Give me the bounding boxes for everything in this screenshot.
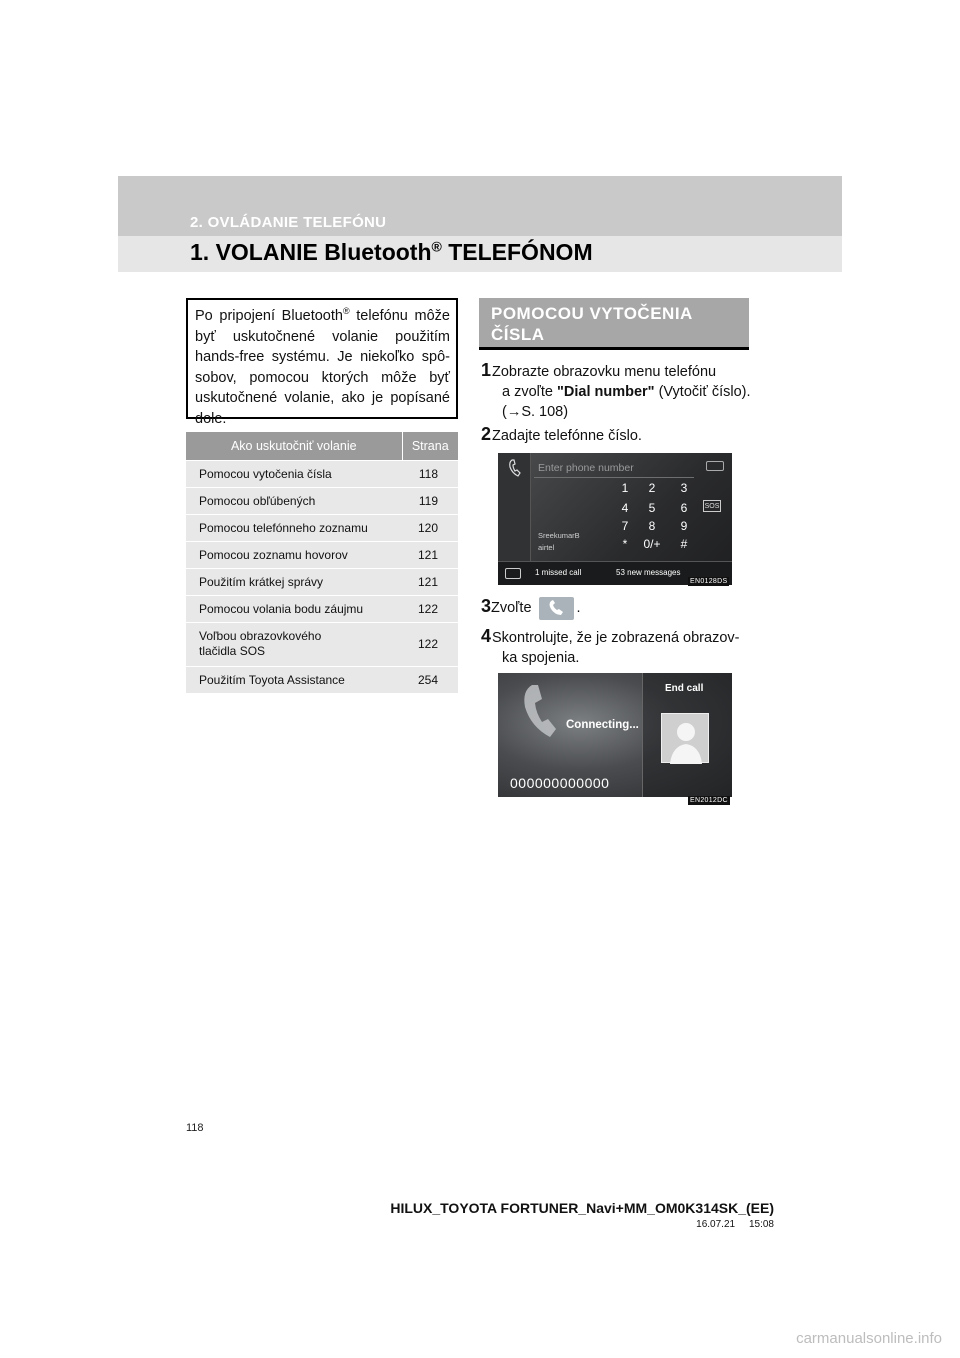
table-row [186, 595, 458, 622]
sos-button: SOS [703, 500, 721, 512]
key-0: 0/+ [643, 537, 661, 551]
key-4: 4 [621, 501, 629, 515]
row-method: Pomocou vytočenia čísla [186, 460, 402, 487]
key-1: 1 [621, 481, 629, 495]
row-page: 254 [402, 666, 458, 693]
table-header-method: Ako uskutočniť volanie [186, 432, 402, 460]
row-page: 122 [402, 595, 458, 622]
phone-icon [548, 600, 564, 616]
row-page: 122 [402, 622, 458, 666]
phone-number-input: Enter phone number [534, 457, 694, 478]
section-title: 2. OVLÁDANIE TELEFÓNU [190, 214, 387, 231]
table-row [186, 460, 458, 487]
row-page: 120 [402, 514, 458, 541]
row-method: Pomocou volania bodu záujmu [186, 595, 402, 622]
table-row [186, 541, 458, 568]
dial-screen-image [498, 453, 732, 585]
contact-name: SreekumarB [538, 531, 580, 540]
image-code: EN2012DC [690, 797, 728, 804]
key-7: 7 [621, 519, 629, 533]
row-page: 118 [402, 460, 458, 487]
row-page: 119 [402, 487, 458, 514]
step-number: 1 [481, 360, 492, 380]
step-number: 4 [481, 626, 492, 646]
new-messages: 53 new messages [616, 568, 681, 577]
key-5: 5 [648, 501, 656, 515]
call-methods-table [186, 432, 458, 693]
table-row [186, 666, 458, 693]
key-hash: # [680, 537, 688, 551]
table-header-page: Strana [402, 432, 458, 460]
table-row [186, 568, 458, 595]
call-button-image [539, 597, 574, 620]
page-title: 1. VOLANIE Bluetooth® TELEFÓNOM [190, 238, 593, 265]
intro-box: Po pripojení Bluetooth® telefónu môže byť uskutočnené volanie použitím hands-free systému. Je niekoľko spô-sobov, pomocou ktorých môže byť uskutočnené volanie, ako je popísané dole. [186, 298, 458, 419]
row-method: Pomocou telefónneho zoznamu [186, 514, 402, 541]
table-row [186, 487, 458, 514]
section-header [118, 176, 842, 236]
connecting-screen-image [498, 673, 732, 797]
phone-icon [508, 459, 522, 477]
key-3: 3 [680, 481, 688, 495]
row-page: 121 [402, 541, 458, 568]
dialed-number: 000000000000 [510, 775, 610, 791]
document-timestamp: 16.07.21 15:08 [696, 1219, 774, 1230]
key-6: 6 [680, 501, 688, 515]
step-2: 2Zadajte telefónne číslo. [481, 424, 642, 444]
back-icon [505, 568, 521, 579]
row-method: Použitím Toyota Assistance [186, 666, 402, 693]
connecting-status: Connecting... [566, 719, 639, 731]
table-row [186, 622, 458, 666]
row-method: Voľbou obrazovkového tlačidla SOS [186, 622, 402, 666]
step-4: 4Skontrolujte, že je zobrazená obrazov- ka spojenia. [481, 626, 740, 666]
row-method: Pomocou zoznamu hovorov [186, 541, 402, 568]
step-number: 2 [481, 424, 492, 444]
document-id: HILUX_TOYOTA FORTUNER_Navi+MM_OM0K314SK_(EE) [390, 1200, 774, 1216]
key-star: * [622, 537, 628, 551]
subsection-heading: POMOCOU VYTOČENIA ČÍSLA [479, 298, 749, 350]
watermark: carmanualsonline.info [796, 1330, 942, 1347]
page-number: 118 [186, 1122, 204, 1134]
backspace-icon [706, 461, 724, 471]
contact-avatar [661, 713, 709, 763]
person-icon [662, 714, 710, 764]
step-1: 1Zobrazte obrazovku menu telefónu a zvoľte "Dial number" (Vytočiť číslo). (→S. 108) [481, 360, 751, 420]
row-page: 121 [402, 568, 458, 595]
key-9: 9 [680, 519, 688, 533]
key-2: 2 [648, 481, 656, 495]
end-call-button: End call [665, 683, 704, 694]
row-method: Pomocou obľúbených [186, 487, 402, 514]
step-number: 3 [481, 596, 492, 616]
handset-icon [520, 683, 560, 739]
table-row [186, 514, 458, 541]
title-band [118, 236, 842, 272]
image-code: EN0128DS [690, 578, 728, 585]
step-3: 3Zvoľte . [481, 596, 581, 620]
missed-calls: 1 missed call [535, 568, 582, 577]
row-method: Použitím krátkej správy [186, 568, 402, 595]
carrier-name: airtel [538, 543, 555, 552]
key-8: 8 [648, 519, 656, 533]
